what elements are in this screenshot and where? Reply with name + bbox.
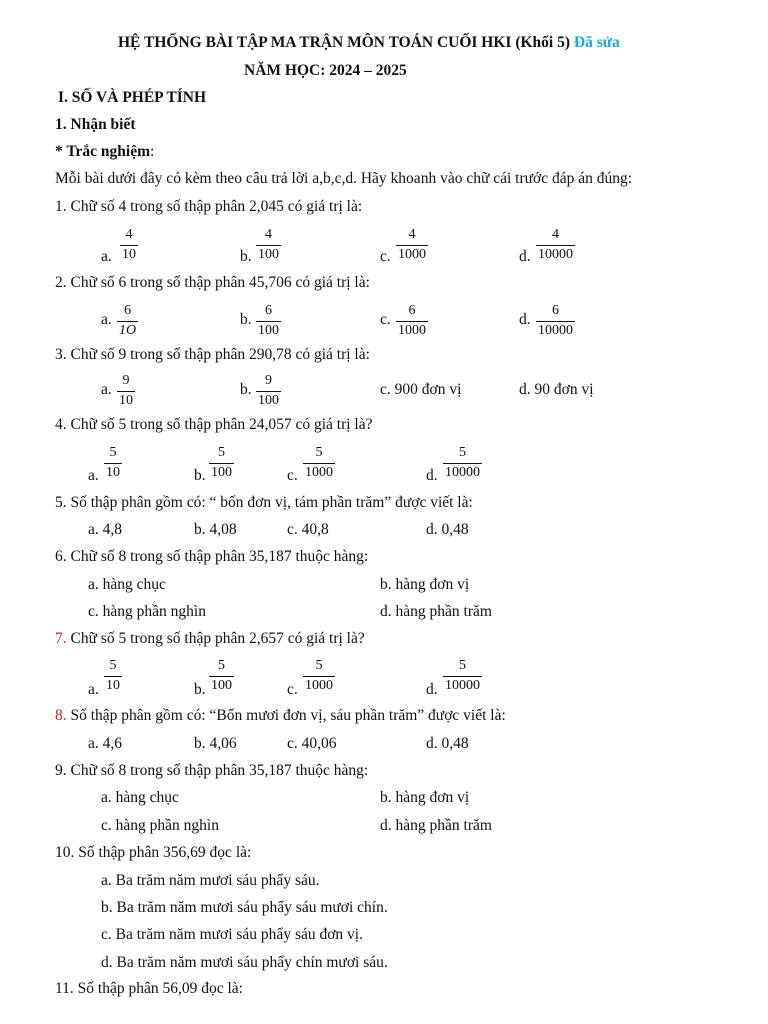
q7-option-c-fraction [303, 659, 335, 693]
numerator: 9 [122, 373, 130, 388]
q5-option-a[interactable]: a. 4,8 [88, 521, 123, 538]
q6-option-d[interactable]: d. hàng phần trăm [380, 603, 492, 620]
q7-option-d-fraction [443, 659, 482, 693]
q2-option-c-fraction [396, 304, 428, 338]
denominator: 1000 [305, 678, 333, 693]
q7-option-b-letter[interactable]: b. [194, 681, 206, 698]
q6-option-c[interactable]: c. hàng phần nghìn [88, 603, 206, 620]
denominator: 10 [106, 465, 120, 480]
denominator: 10000 [445, 678, 480, 693]
denominator: 10000 [538, 247, 573, 262]
question-3: 3. Chữ số 9 trong số thập phân 290,78 có giá trị là: [55, 346, 370, 363]
denominator: 1000 [398, 323, 426, 338]
numerator: 5 [315, 658, 323, 673]
numerator: 9 [265, 373, 272, 388]
q1-option-c-fraction [396, 228, 428, 262]
q7-option-c-letter[interactable]: c. [287, 681, 298, 698]
q8-option-b[interactable]: b. 4,06 [194, 735, 237, 752]
question-6: 6. Chữ số 8 trong số thập phân 35,187 thuộc hàng: [55, 548, 369, 565]
q7-option-a-letter[interactable]: a. [88, 681, 99, 698]
numerator: 5 [218, 658, 225, 673]
q7-option-a-fraction [104, 659, 122, 693]
q1-option-b-letter[interactable]: b. [240, 248, 252, 265]
q5-option-d[interactable]: d. 0,48 [426, 521, 469, 538]
numerator: 6 [552, 303, 559, 318]
question-7-text: Chữ số 5 trong số thập phân 2,657 có giá trị là? [66, 630, 365, 647]
q3-option-d[interactable]: d. 90 đơn vị [519, 381, 594, 398]
q10-option-a[interactable]: a. Ba trăm năm mươi sáu phẩy sáu. [101, 872, 320, 889]
numerator: 4 [552, 227, 559, 242]
question-8 [55, 707, 506, 725]
q2-option-c-letter[interactable]: c. [380, 311, 391, 328]
q1-option-c-letter[interactable]: c. [380, 248, 391, 265]
q5-option-b[interactable]: b. 4,08 [194, 521, 237, 538]
q2-option-d-fraction [536, 304, 575, 338]
q8-option-d[interactable]: d. 0,48 [426, 735, 469, 752]
question-2: 2. Chữ số 6 trong số thập phân 45,706 có giá trị là: [55, 274, 370, 291]
q2-option-b-letter[interactable]: b. [240, 311, 252, 328]
q2-option-a-letter[interactable]: a. [101, 311, 112, 328]
denominator: 100 [258, 393, 279, 408]
edited-tag: Đã sửa [573, 34, 620, 51]
mcq-heading-colon: : [150, 143, 155, 160]
mcq-heading-text: * Trắc nghiệm [55, 143, 151, 160]
denominator: 1000 [305, 465, 333, 480]
question-4: 4. Chữ số 5 trong số thập phân 24,057 có giá trị là? [55, 416, 373, 433]
question-7-number: 7. [55, 630, 67, 647]
question-9: 9. Chữ số 8 trong số thập phân 35,187 thuộc hàng: [55, 762, 369, 779]
q10-option-b[interactable]: b. Ba trăm năm mươi sáu phẩy sáu mươi chín. [101, 899, 388, 916]
instruction-text: Mỗi bài dưới đây có kèm theo câu trả lời a,b,c,d. Hãy khoanh vào chữ cái trước đáp án đúng: [55, 170, 633, 187]
q10-option-d[interactable]: d. Ba trăm năm mươi sáu phẩy chín mươi sáu. [101, 954, 388, 971]
q1-option-d-fraction [536, 228, 575, 262]
q1-option-d-letter[interactable]: d. [519, 248, 531, 265]
section-heading: I. SỐ VÀ PHÉP TÍNH [58, 89, 207, 106]
numerator: 6 [265, 303, 272, 318]
denominator: 10 [106, 678, 120, 693]
denominator: 10000 [538, 323, 573, 338]
denominator: 100 [258, 323, 279, 338]
q1-option-b-fraction [256, 228, 281, 262]
denominator: 100 [258, 247, 279, 262]
q4-option-c-letter[interactable]: c. [287, 467, 298, 484]
numerator: 5 [459, 445, 466, 460]
q9-option-c[interactable]: c. hàng phần nghìn [101, 817, 219, 834]
numerator: 6 [124, 303, 132, 318]
numerator: 5 [218, 445, 225, 460]
question-10: 10. Số thập phân 356,69 đọc là: [55, 844, 252, 861]
numerator: 5 [109, 445, 117, 460]
numerator: 4 [125, 227, 133, 242]
q9-option-d[interactable]: d. hàng phần trăm [380, 817, 492, 834]
q9-option-b[interactable]: b. hàng đơn vị [380, 789, 470, 806]
denominator: 100 [211, 678, 232, 693]
denominator: 10000 [445, 465, 480, 480]
q3-option-b-letter[interactable]: b. [240, 381, 252, 398]
numerator: 4 [408, 227, 416, 242]
denominator: 1000 [398, 247, 426, 262]
denominator: 10 [119, 393, 133, 408]
q4-option-d-letter[interactable]: d. [426, 467, 438, 484]
q5-option-c[interactable]: c. 40,8 [287, 521, 329, 538]
q4-option-c-fraction [303, 446, 335, 480]
numerator: 5 [109, 658, 117, 673]
question-8-number: 8. [55, 707, 67, 724]
q3-option-c[interactable]: c. 900 đơn vị [380, 381, 462, 398]
q2-option-d-letter[interactable]: d. [519, 311, 531, 328]
question-1: 1. Chữ số 4 trong số thập phân 2,045 có giá trị là: [55, 198, 363, 215]
denominator: 1O [119, 323, 137, 338]
q4-option-b-letter[interactable]: b. [194, 467, 206, 484]
q1-option-a-letter[interactable]: a. [101, 248, 112, 265]
question-5: 5. Số thập phân gồm có: “ bốn đơn vị, tám phần trăm” được viết là: [55, 494, 473, 511]
q3-option-a-fraction [117, 374, 135, 408]
q1-option-a-fraction [120, 228, 138, 262]
subsection-heading: 1. Nhận biết [55, 116, 136, 133]
q4-option-a-letter[interactable]: a. [88, 467, 99, 484]
q8-option-c[interactable]: c. 40,06 [287, 735, 337, 752]
q10-option-c[interactable]: c. Ba trăm năm mươi sáu phẩy sáu đơn vị. [101, 926, 363, 943]
question-11: 11. Số thập phân 56,09 đọc là: [55, 980, 243, 997]
denominator: 10 [122, 247, 136, 262]
question-8-text: Số thập phân gồm có: “Bốn mươi đơn vị, sáu phần trăm” được viết là: [66, 707, 506, 724]
title-text: HỆ THỐNG BÀI TẬP MA TRẬN MÔN TOÁN CUỐI HKI (Khối 5) [118, 34, 571, 51]
denominator: 100 [211, 465, 232, 480]
numerator: 4 [265, 227, 272, 242]
q9-option-a[interactable]: a. hàng chục [101, 789, 179, 806]
q4-option-a-fraction [104, 446, 122, 480]
q3-option-a-letter[interactable]: a. [101, 381, 112, 398]
q6-option-b[interactable]: b. hàng đơn vị [380, 576, 470, 593]
numerator: 6 [408, 303, 416, 318]
q2-option-b-fraction [256, 304, 281, 338]
q7-option-d-letter[interactable]: d. [426, 681, 438, 698]
mcq-heading [55, 143, 154, 161]
q8-option-a[interactable]: a. 4,6 [88, 735, 123, 752]
q3-option-b-fraction [256, 374, 281, 408]
q7-option-b-fraction [209, 659, 234, 693]
q4-option-b-fraction [209, 446, 234, 480]
numerator: 5 [315, 445, 323, 460]
q4-option-d-fraction [443, 446, 482, 480]
school-year: NĂM HỌC: 2024 – 2025 [244, 62, 407, 79]
document-title [118, 34, 620, 52]
question-7 [55, 630, 365, 648]
q6-option-a[interactable]: a. hàng chục [88, 576, 166, 593]
numerator: 5 [459, 658, 466, 673]
q2-option-a-fraction [117, 304, 138, 338]
